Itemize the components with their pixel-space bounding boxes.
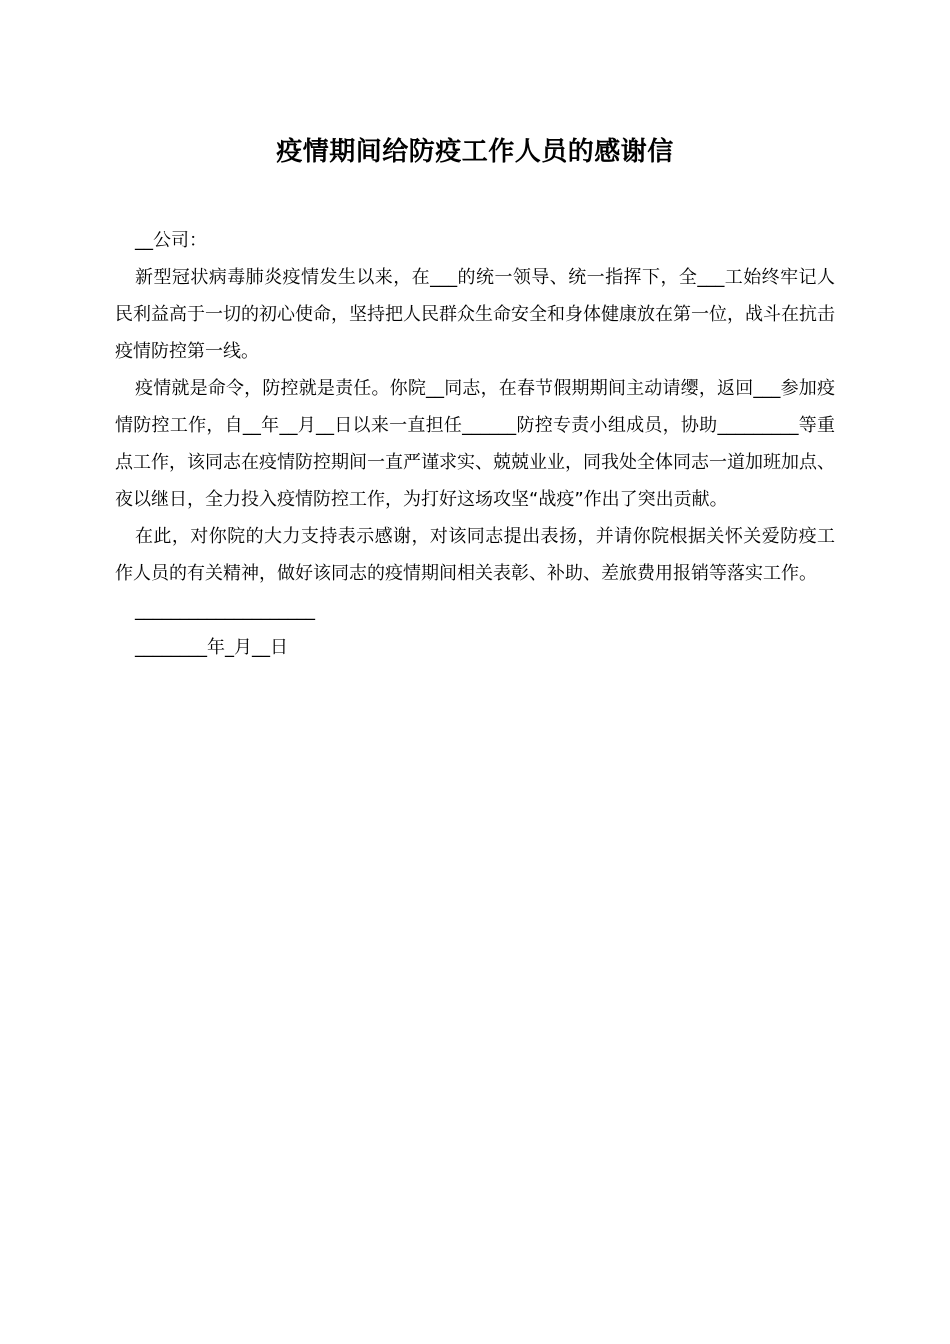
signature-line: ____________________ xyxy=(135,600,315,621)
paragraph-2: 疫情就是命令，防控就是责任。你院__同志，在春节假期期间主动请缨，返回___参加疫情防控工作，自__年__月__日以来一直担任______防控专责小组成员，协助_________等重点工作，该同志在疫情防控期间一直严谨求实、兢兢业业，同我处全体同志一道加班加点、夜以继日，全力投入疫情防控工作，为打好这场攻坚“战疫”作出了突出贡献。 xyxy=(115,378,835,510)
paragraph-1: 新型冠状病毒肺炎疫情发生以来，在___的统一领导、统一指挥下，全___工始终牢记人民利益高于一切的初心使命，坚持把人民群众生命安全和身体健康放在第一位，战斗在抗击疫情防控第一线。 xyxy=(115,267,835,362)
date-line: ________年_月__日 xyxy=(135,637,288,658)
paragraph-3: 在此，对你院的大力支持表示感谢，对该同志提出表扬，并请你院根据关怀关爱防疫工作人员的有关精神，做好该同志的疫情期间相关表彰、补助、差旅费用报销等落实工作。 xyxy=(115,526,835,584)
letter-body xyxy=(115,222,835,666)
page-title: 疫情期间给防疫工作人员的感谢信 xyxy=(276,137,674,167)
salutation: __公司： xyxy=(135,230,207,251)
